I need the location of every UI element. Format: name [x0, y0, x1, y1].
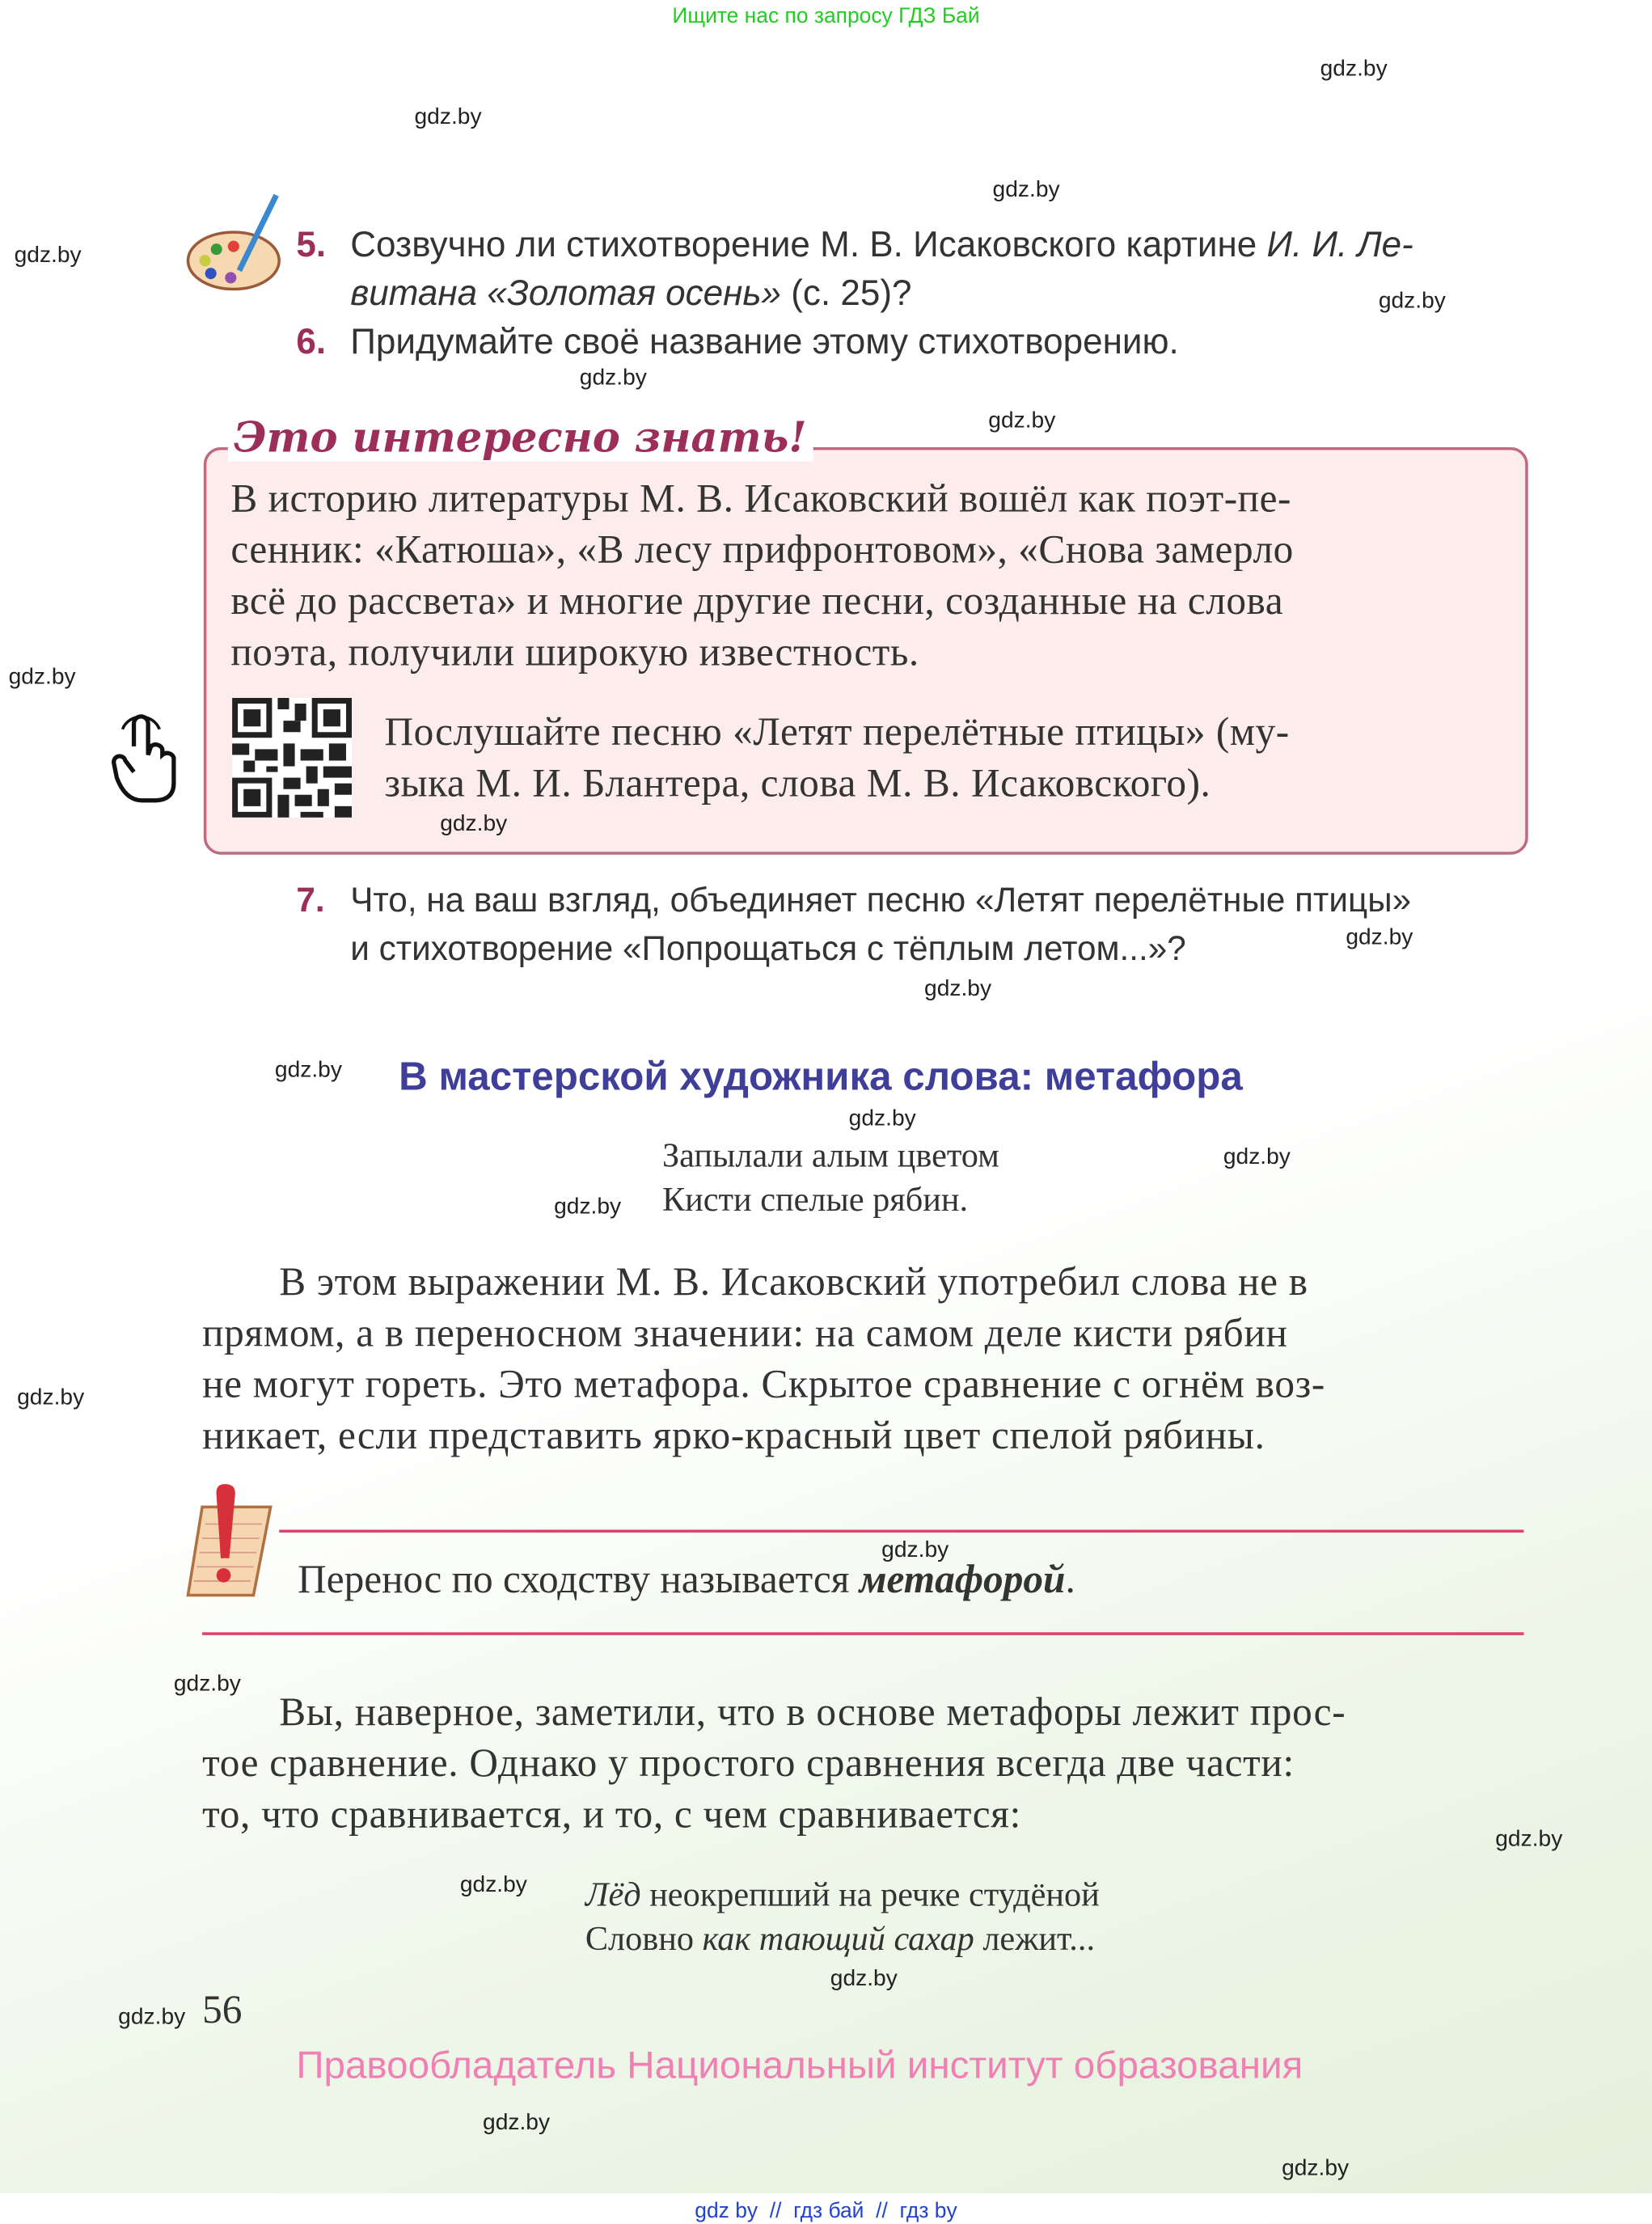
- watermark: gdz.by: [579, 366, 647, 391]
- watermark: gdz.by: [1282, 2156, 1350, 2181]
- box-text: В историю литературы М. В. Исаковский вошёл как поэт-пе- сенник: «Катюша», «В лесу прифронтовом», «Снова замерло всё до рассвета» и многие другие песни, созданные на слова поэта, получили широкую известность.: [230, 477, 1294, 675]
- box-title: Это интересно знать!: [228, 413, 813, 462]
- watermark: gdz.by: [554, 1194, 622, 1220]
- exclamation-scroll-icon: [182, 1482, 285, 1598]
- paragraph-2: Вы, наверное, заметили, что в основе метафоры лежит прос- тое сравнение. Однако у простого сравнения всегда две части: то, что сравнивается, и то, с чем сравнивается:: [202, 1690, 1346, 1837]
- watermark: gdz.by: [118, 2005, 186, 2030]
- watermark: gdz.by: [459, 1872, 527, 1897]
- watermark: gdz.by: [14, 243, 82, 268]
- watermark: gdz.by: [848, 1106, 916, 1131]
- verse-excerpt-2: Лёд неокрепший на речке студёной Словно как тающий сахар лежит...: [585, 1877, 1100, 1959]
- footer-links[interactable]: gdz by // гдз бай // гдз by: [695, 2199, 957, 2224]
- watermark: gdz.by: [924, 977, 992, 1002]
- watermark: gdz.by: [440, 811, 508, 836]
- watermark: gdz.by: [17, 1385, 85, 1410]
- top-banner[interactable]: Ищите нас по запросу ГДЗ Бай: [672, 4, 980, 29]
- watermark: gdz.by: [1378, 289, 1446, 314]
- watermark: gdz.by: [830, 1967, 898, 1992]
- watermark: gdz.by: [1223, 1145, 1291, 1169]
- watermark: gdz.by: [1495, 1827, 1563, 1852]
- question-5: 5. Созвучно ли стихотворение М. В. Исаковского картине И. И. Ле- витана «Золотая осень» (с. 25)?: [296, 225, 1413, 314]
- paragraph-1: В этом выражении М. В. Исаковский употребил слова не в прямом, а в переносном значении: на самом деле кисти рябин не могут гореть. Это метафора. Скрытое сравнение с огнём воз- никает, если представить ярко-красный цвет спелой рябины.: [202, 1260, 1326, 1459]
- watermark: gdz.by: [988, 408, 1056, 433]
- section-title: В мастерской художника слова: метафора: [399, 1054, 1243, 1098]
- qr-code[interactable]: [232, 698, 352, 818]
- question-6: 6. Придумайте своё название этому стихотворению.: [296, 322, 1179, 362]
- watermark: gdz.by: [173, 1672, 241, 1697]
- question-7: 7. Что, на ваш взгляд, объединяет песню «Летят перелётные птицы» и стихотворение «Попрощаться с тёплым летом...»?: [296, 882, 1412, 969]
- hand-pointer-icon: [111, 712, 180, 806]
- page-number: 56: [202, 1988, 243, 2033]
- watermark: gdz.by: [274, 1058, 342, 1083]
- palette-icon: [185, 192, 288, 295]
- divider-top: [279, 1530, 1523, 1533]
- watermark: gdz.by: [414, 105, 482, 130]
- listen-instruction: Послушайте песню «Летят перелётные птицы» (му- зыка М. И. Блантера, слова М. В. Исаковского).: [384, 710, 1290, 806]
- metaphor-definition: Перенос по сходству называется метафорой.: [298, 1558, 1075, 1603]
- watermark: gdz.by: [1320, 57, 1388, 82]
- divider-bottom: [202, 1632, 1523, 1635]
- watermark: gdz.by: [8, 665, 76, 690]
- watermark: gdz.by: [483, 2111, 551, 2136]
- watermark: gdz.by: [881, 1538, 949, 1563]
- watermark: gdz.by: [1346, 925, 1413, 950]
- copyright-notice: Правообладатель Национальный институт образования: [296, 2044, 1303, 2087]
- watermark: gdz.by: [992, 178, 1060, 203]
- verse-excerpt-1: Запылали алым цветом Кисти спелые рябин.: [661, 1138, 999, 1220]
